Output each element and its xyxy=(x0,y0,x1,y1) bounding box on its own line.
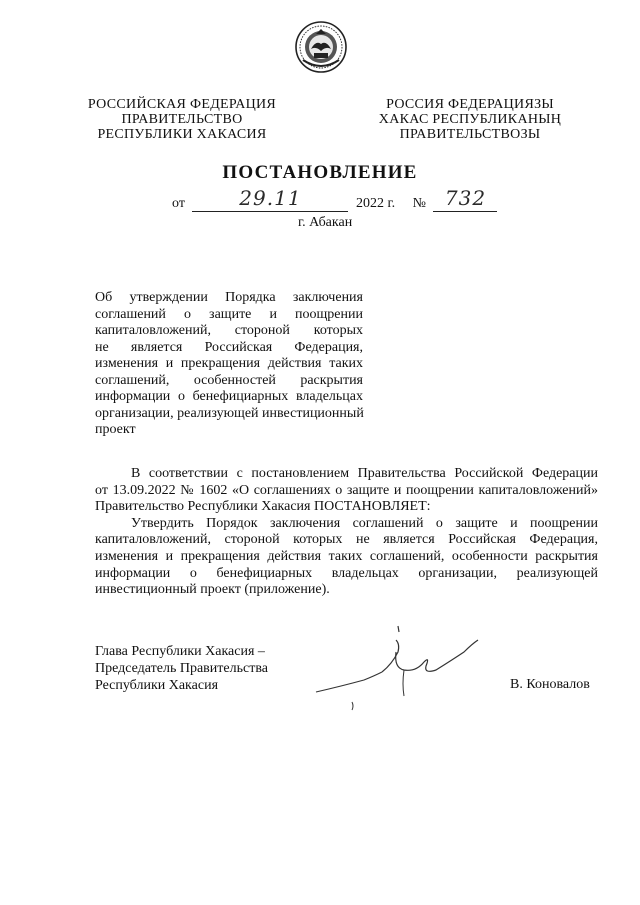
header-left xyxy=(84,97,280,142)
date-number-line xyxy=(172,186,497,212)
date-from-label: от xyxy=(172,196,185,211)
signatory-position-line: Председатель Правительства xyxy=(95,661,268,676)
body-line: капиталовложений, стороной которых не является Российская Федерация, xyxy=(95,532,598,548)
body-line: В соответствии с постановлением Правительства Российской Федерации xyxy=(131,466,598,481)
subject-line: информации о бенефициарных владельцах xyxy=(95,389,363,404)
signatory-position-line: Глава Республики Хакасия – xyxy=(95,644,265,659)
signatory-name: В. Коновалов xyxy=(510,677,590,692)
year-label: 2022 г. xyxy=(355,196,396,211)
body-line: Утвердить Порядок заключения соглашений о защите и поощрении xyxy=(131,515,598,531)
subject-line: проект xyxy=(95,422,136,437)
signatory-position-line: Республики Хакасия xyxy=(95,678,219,693)
subject-line: капиталовложений, стороной которых xyxy=(95,323,363,338)
document-subject xyxy=(95,290,363,439)
number-blank xyxy=(433,186,497,212)
signatory-position xyxy=(95,643,268,694)
body-line: от 13.09.2022 № 1602 «О соглашениях о защите и поощрении капиталовложений» xyxy=(95,482,598,498)
city-label: г. Абакан xyxy=(298,215,353,230)
handwritten-date: 29.11 xyxy=(239,186,302,210)
header-left-line: ПРАВИТЕЛЬСТВО xyxy=(121,112,243,127)
body-line: Правительство Республики Хакасия ПОСТАНОВЛЯЕТ: xyxy=(95,499,431,515)
document-body xyxy=(95,466,598,599)
date-blank xyxy=(192,186,348,212)
subject-line: Об утверждении Порядка заключения xyxy=(95,290,363,305)
header-right xyxy=(372,97,568,142)
subject-line: соглашений о защите и поощрении xyxy=(95,306,363,322)
handwritten-number: 732 xyxy=(444,186,487,210)
subject-line: соглашений, особенностей раскрытия xyxy=(95,372,363,388)
body-line: информации о бенефициарных владельцах организации, реализующей xyxy=(95,565,598,581)
header-right-line: ХАКАС РЕСПУБЛИКАНЫҢ xyxy=(378,112,562,127)
header-left-line: РОССИЙСКАЯ ФЕДЕРАЦИЯ xyxy=(87,97,277,112)
body-line: изменения и прекращения действия таких соглашений, особенности раскрытия xyxy=(95,548,598,564)
coat-of-arms-icon xyxy=(294,20,348,74)
body-line: инвестиционный проект (приложение). xyxy=(95,582,330,598)
subject-line: организации, реализующей инвестиционный xyxy=(95,405,364,421)
subject-line: изменения и прекращения действия таких xyxy=(95,356,363,371)
document-title: ПОСТАНОВЛЕНИЕ xyxy=(222,162,418,183)
header-right-line: РОССИЯ ФЕДЕРАЦИЯЗЫ xyxy=(386,97,554,112)
header-left-line: РЕСПУБЛИКИ ХАКАСИЯ xyxy=(97,127,267,142)
header-right-line: ПРАВИТЕЛЬСТВОЗЫ xyxy=(399,127,541,142)
number-label: № xyxy=(412,196,426,211)
subject-line: не является Российская Федерация, xyxy=(95,339,363,355)
handwritten-signature xyxy=(312,622,482,712)
